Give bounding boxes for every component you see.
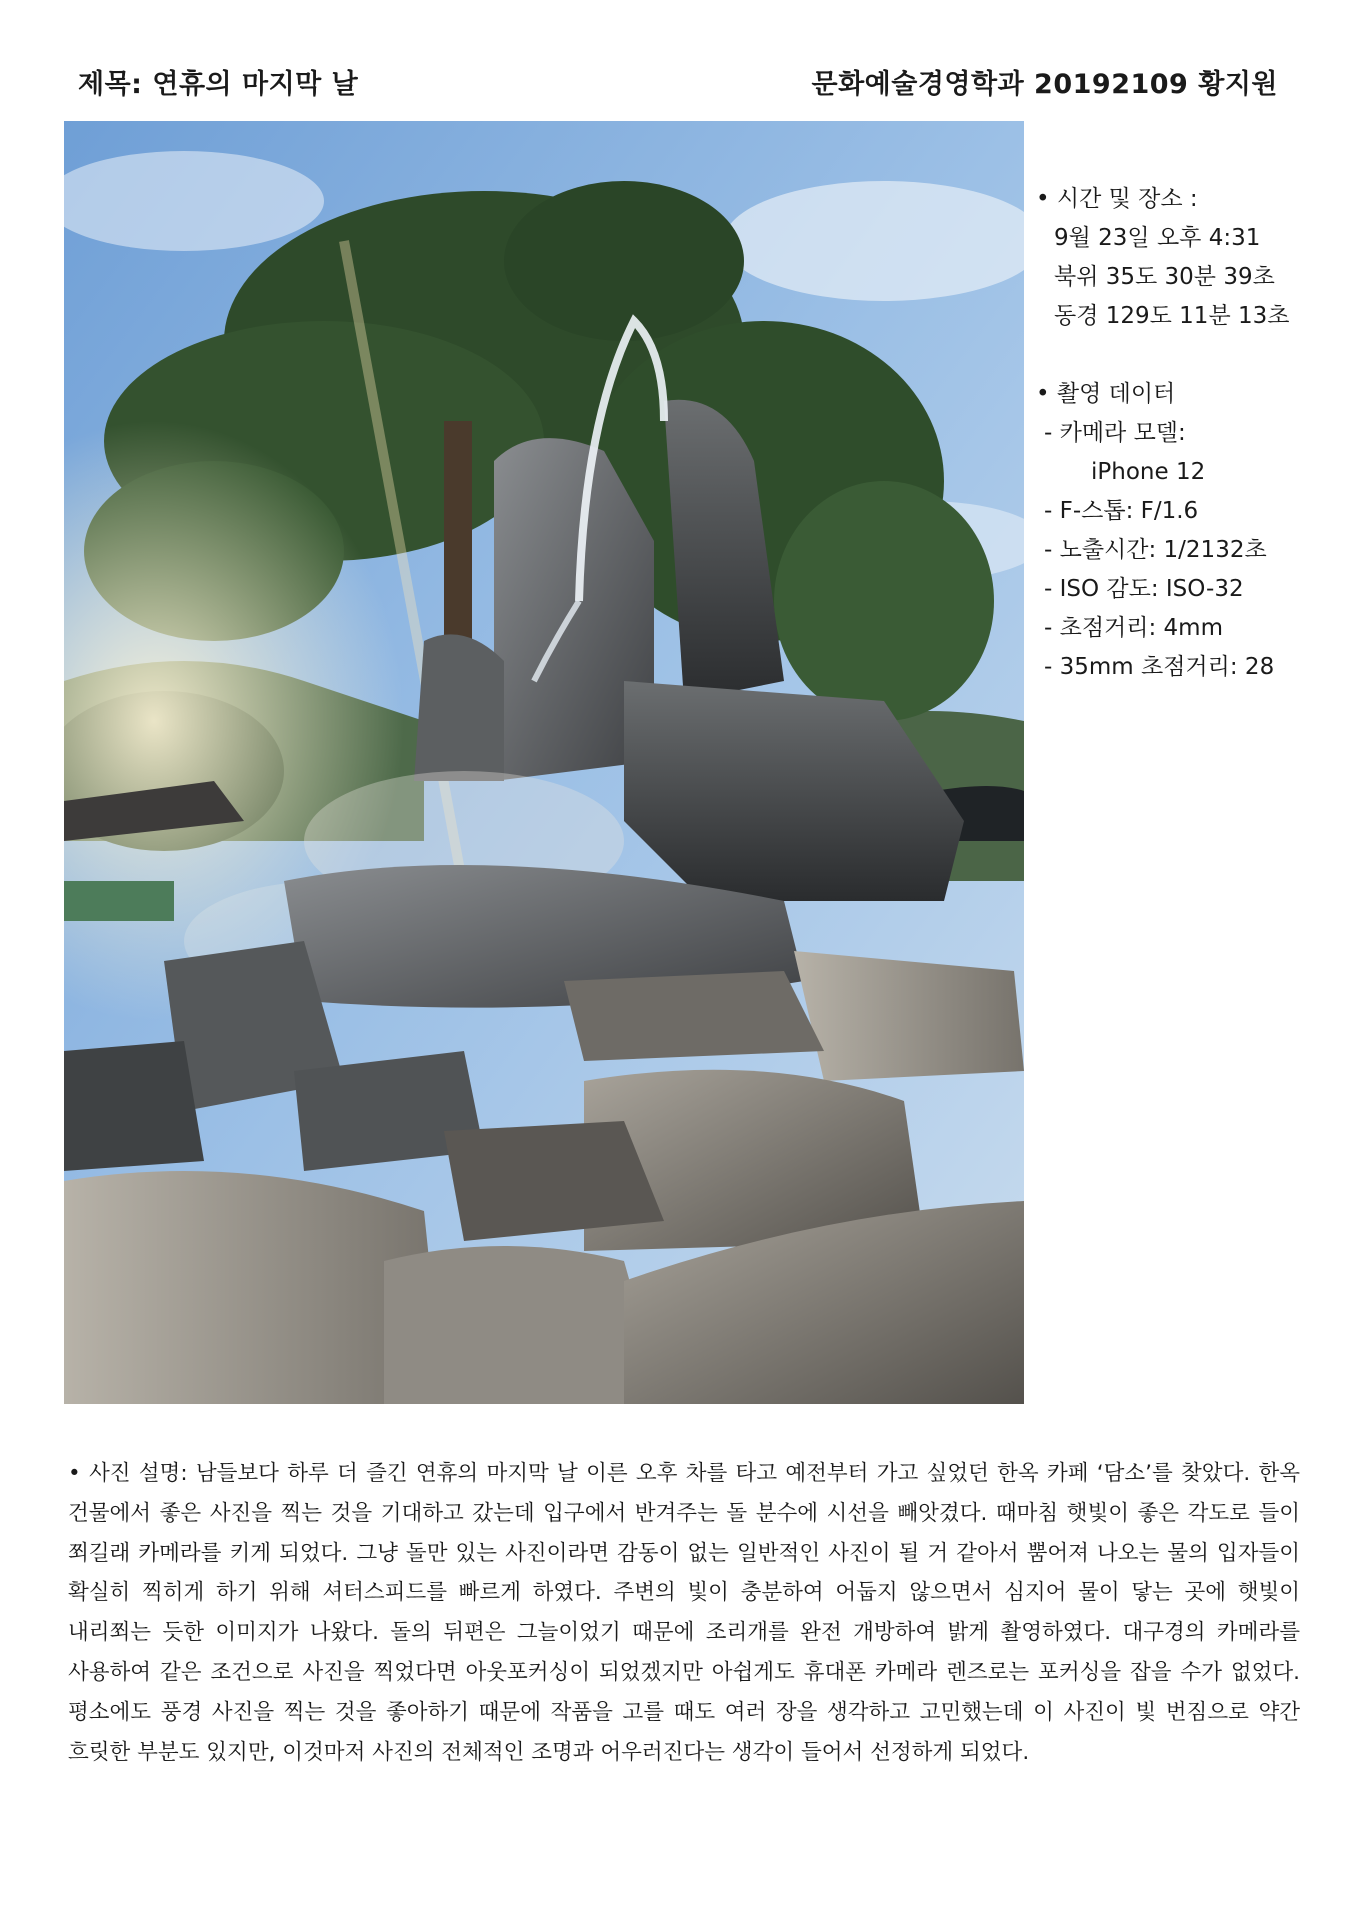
exposure-time: - 노출시간: 1/2132초 (1044, 537, 1267, 563)
longitude: 동경 129도 11분 13초 (1054, 303, 1290, 329)
camera-model-label: - 카메라 모델: (1044, 420, 1186, 446)
photo-metadata (1036, 180, 1336, 687)
time-place-heading: • 시간 및 장소 : (1036, 186, 1198, 212)
datetime: 9월 23일 오후 4:31 (1054, 225, 1261, 251)
fountain-photo (64, 121, 1024, 1404)
fstop: - F-스톱: F/1.6 (1044, 498, 1199, 524)
latitude: 북위 35도 30분 39초 (1054, 264, 1275, 290)
iso-sensitivity: - ISO 감도: ISO-32 (1044, 576, 1244, 602)
camera-model-value: iPhone 12 (1091, 459, 1206, 485)
document-title: 제목: 연휴의 마지막 날 (78, 69, 359, 100)
photo-description: • 사진 설명: 남들보다 하루 더 즐긴 연휴의 마지막 날 이른 오후 차를 타고 예전부터 가고 싶었던 한옥 카페 ‘담소’를 찾았다. 한옥 건물에서 좋은 사진을 찍는 것을 기대하고 갔는데 입구에서 반겨주는 돌 분수에 시선을 빼앗겼다. 때마침 햇빛이 좋은 각도로 들이 쬐길래 카메라를 키게 되었다. 그냥 돌만 있는 사진이라면 감동이 없는 일반적인 사진이 될 거 같아서 뿜어져 나오는 물의 입자들이 확실히 찍히게 하기 위해 셔터스피드를 빠르게 하였다. 주변의 빛이 충분하여 어둡지 않으면서 심지어 물이 닿는 곳에 햇빛이 내리쬐는 듯한 이미지가 나왔다. 돌의 뒤편은 그늘이었기 때문에 조리개를 완전 개방하여 밝게 촬영하였다. 대구경의 카메라를 사용하여 같은 조건으로 사진을 찍었다면 아웃포커싱이 되었겠지만 아쉽게도 휴대폰 카메라 렌즈로는 포커싱을 잡을 수가 없었다. 평소에도 풍경 사진을 찍는 것을 좋아하기 때문에 작품을 고를 때도 여러 장을 생각하고 고민했는데 이 사진이 빛 번짐으로 약간 흐릿한 부분도 있지만, 이것마저 사진의 전체적인 조명과 어우러진다는 생각이 들어서 선정하게 되었다. (68, 1461, 1301, 1765)
focal-length: - 초점거리: 4mm (1044, 615, 1223, 641)
author-info: 문화예술경영학과 20192109 황지원 (811, 69, 1278, 100)
shooting-data-heading: • 촬영 데이터 (1036, 381, 1176, 407)
focal-length-35mm: - 35mm 초점거리: 28 (1044, 654, 1275, 680)
